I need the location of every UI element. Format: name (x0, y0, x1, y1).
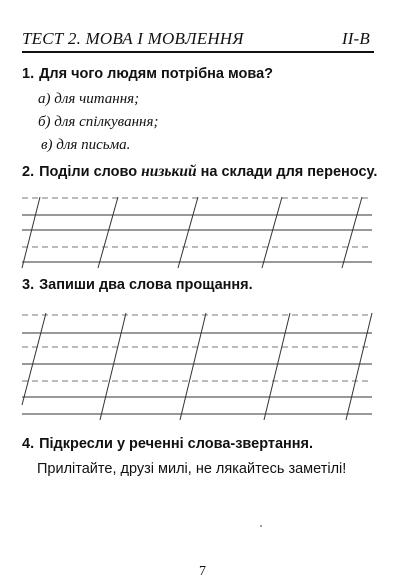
page-number: 7 (199, 564, 206, 579)
print-speck (260, 525, 262, 527)
option-a[interactable]: а) для читання; (38, 91, 140, 107)
question-text-before: Поділи слово (39, 164, 138, 180)
sentence-to-underline[interactable]: Прилітайте, друзі милі, не лякайтесь заметілі! (37, 461, 347, 477)
question-number: 3. (22, 277, 35, 293)
question-text: Для чого людям потрібна мова? (39, 66, 274, 82)
question-number: 1. (22, 66, 35, 82)
test-variant: ІІ-В (341, 29, 370, 48)
test-title: ТЕСТ 2. МОВА І МОВЛЕННЯ (22, 29, 244, 48)
writing-area-question-2[interactable] (22, 197, 372, 268)
option-b[interactable]: б) для спілкування; (38, 114, 159, 130)
question-text: Запиши два слова прощання. (39, 277, 253, 293)
question-text: Підкресли у реченні слова-звертання. (39, 436, 314, 452)
option-c[interactable]: в) для письма. (41, 137, 131, 153)
target-word: низький (141, 163, 197, 180)
writing-area-question-3[interactable] (22, 313, 372, 420)
question-text-after: на склади для переносу. (200, 164, 378, 180)
question-number: 4. (22, 436, 35, 452)
question-number: 2. (22, 164, 35, 180)
